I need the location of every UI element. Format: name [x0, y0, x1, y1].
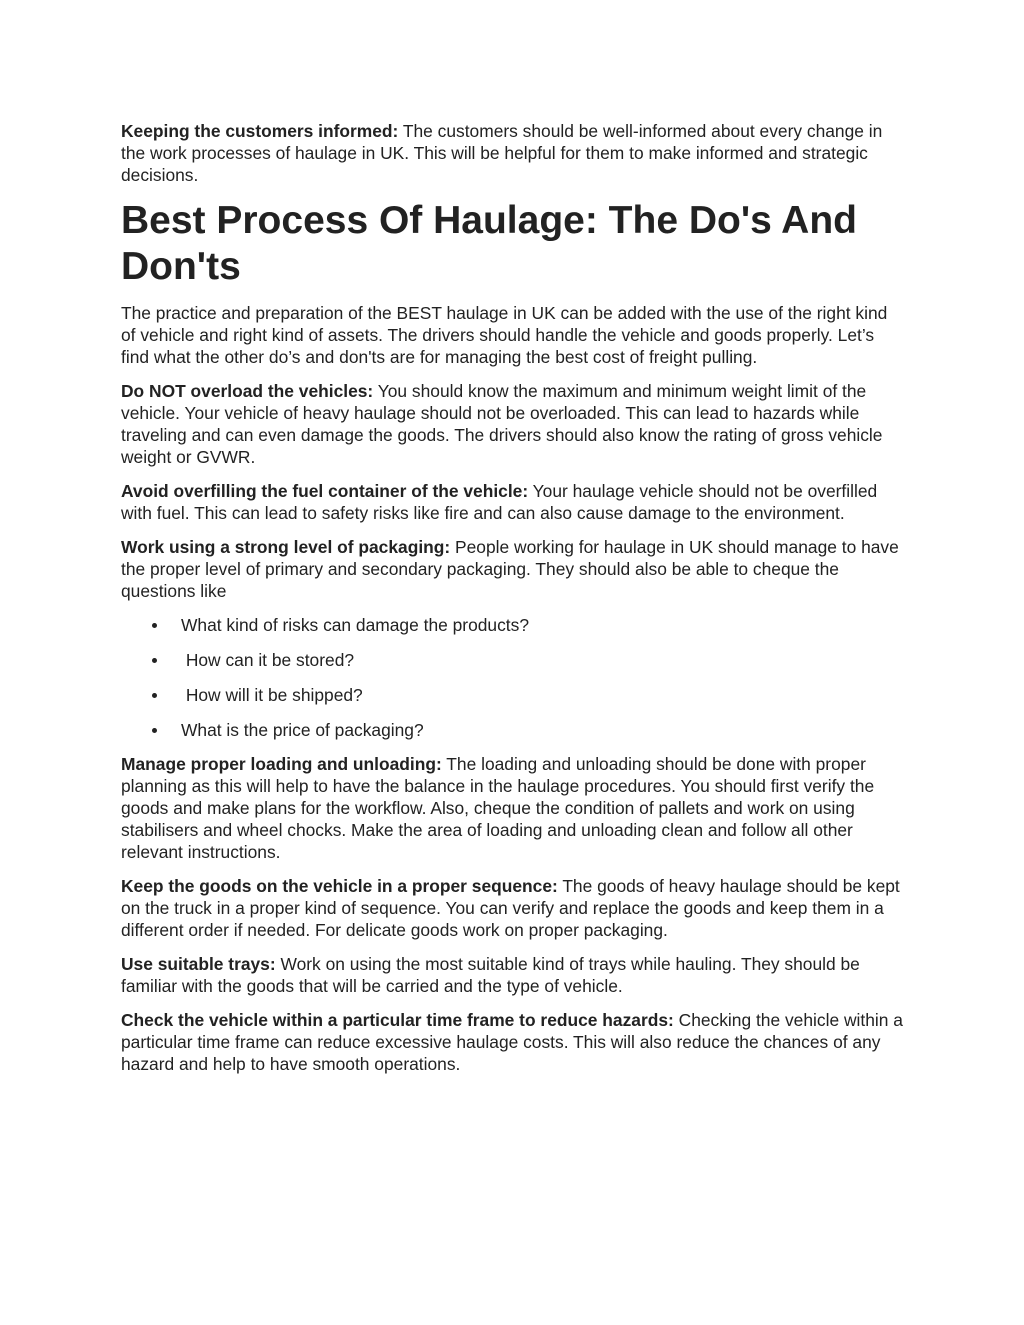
overview-paragraph: The practice and preparation of the BEST haulage in UK can be added with the use of the right kind of vehicle and right kind of assets. The drivers should handle the vehicle and goods properly. Let’s find what the other do’s and don'ts are for managing the best cost of freight pulling.	[121, 303, 888, 367]
intro-paragraph	[121, 120, 903, 186]
overload-paragraph	[121, 380, 903, 468]
list-item-text: What kind of risks can damage the products?	[181, 615, 529, 635]
bullet-icon	[152, 658, 157, 663]
section-heading: Best Process Of Haulage: The Do's And Don'ts	[121, 199, 857, 288]
trays-paragraph	[121, 953, 903, 997]
list-item-text: How can it be stored?	[181, 650, 355, 670]
paragraph-text: People working for haulage in UK should manage to have the proper level of primary and secondary packaging. They should also be able to cheque the questions like	[121, 537, 899, 601]
list-item-text: How will it be shipped?	[181, 685, 363, 705]
list-item	[121, 684, 903, 706]
loading-paragraph	[121, 753, 903, 863]
paragraph-label: Avoid overfilling the fuel container of the vehicle:	[121, 481, 529, 501]
fuel-paragraph	[121, 480, 903, 524]
intro-text: The customers should be well-informed about every change in the work processes of haulage in UK. This will be helpful for them to make informed and strategic decisions.	[121, 121, 883, 185]
document-page	[121, 120, 903, 1087]
paragraph-text: The loading and unloading should be done with proper planning as this will help to have the balance in the haulage procedures. You should first verify the goods and make plans for the workflow. Also, cheque the condition of pallets and work on using stabilisers and wheel chocks. Make the area of loading and unloading clean and follow all other relevant instructions.	[121, 754, 875, 862]
list-item	[121, 719, 903, 741]
inspection-paragraph	[121, 1009, 903, 1075]
paragraph-text: The goods of heavy haulage should be kept on the truck in a proper kind of sequence. You can verify and replace the goods and keep them in a different order if needed. For delicate goods work on proper packaging.	[121, 876, 900, 940]
intro-label: Keeping the customers informed:	[121, 121, 399, 141]
paragraph-text: Work on using the most suitable kind of trays while hauling. They should be familiar with the goods that will be carried and the type of vehicle.	[121, 954, 860, 996]
paragraph-label: Manage proper loading and unloading:	[121, 754, 442, 774]
bullet-icon	[152, 623, 157, 628]
paragraph-text: Checking the vehicle within a particular time frame can reduce excessive haulage costs. This will also reduce the chances of any hazard and help to have smooth operations.	[121, 1010, 903, 1074]
paragraph-text: Your haulage vehicle should not be overfilled with fuel. This can lead to safety risks like fire and can also cause damage to the environment.	[121, 481, 878, 523]
packaging-paragraph	[121, 536, 903, 602]
list-item	[121, 614, 903, 636]
paragraph-label: Work using a strong level of packaging:	[121, 537, 451, 557]
paragraph-text: You should know the maximum and minimum weight limit of the vehicle. Your vehicle of heavy haulage should not be overloaded. This can lead to hazards while traveling and can even damage the goods. The drivers should also know the rating of gross vehicle weight or GVWR.	[121, 381, 883, 467]
paragraph-label: Use suitable trays:	[121, 954, 276, 974]
paragraph-label: Keep the goods on the vehicle in a proper sequence:	[121, 876, 558, 896]
paragraph-label: Check the vehicle within a particular time frame to reduce hazards:	[121, 1010, 674, 1030]
sequence-paragraph	[121, 875, 903, 941]
list-item	[121, 649, 903, 671]
bullet-icon	[152, 693, 157, 698]
list-item-text: What is the price of packaging?	[181, 720, 424, 740]
paragraph-label: Do NOT overload the vehicles:	[121, 381, 374, 401]
bullet-icon	[152, 728, 157, 733]
packaging-questions-list	[121, 614, 903, 741]
